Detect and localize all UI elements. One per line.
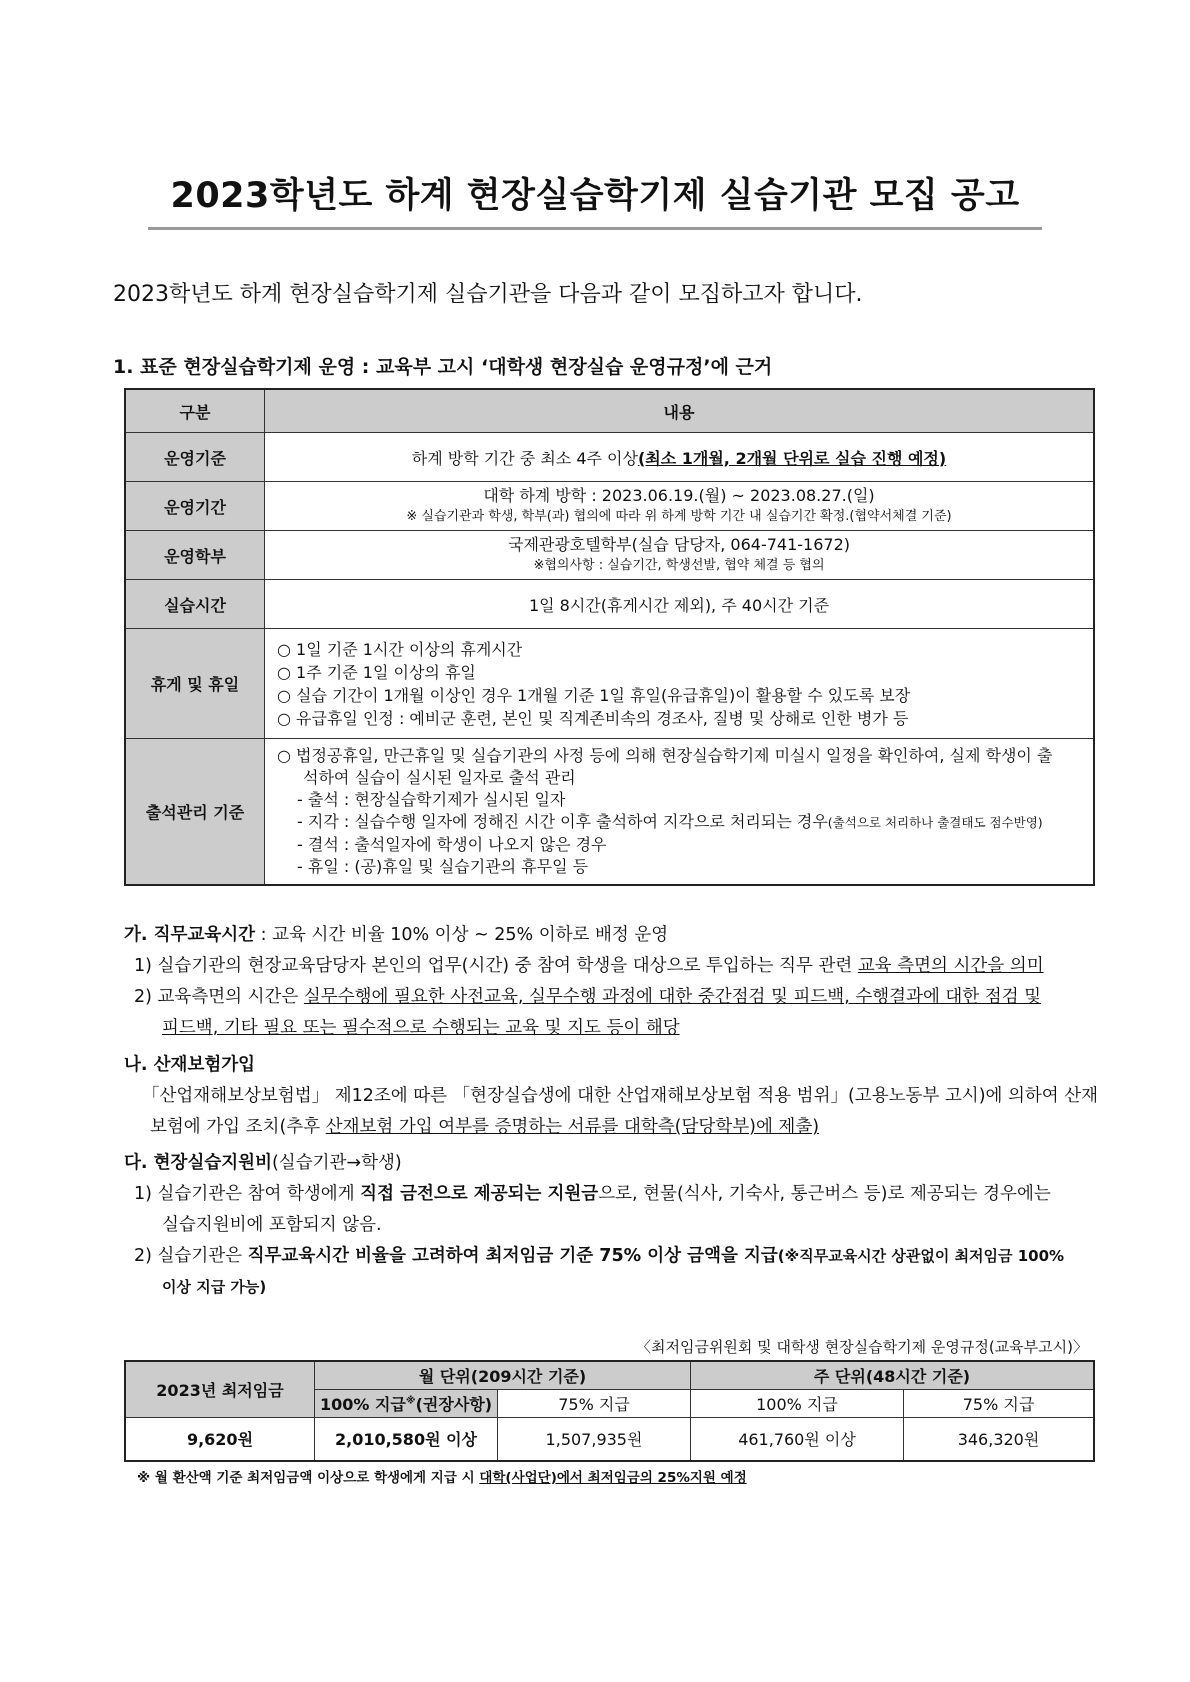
na-line1: 「산업재해보상보험법」 제12조에 따른 「현장실습생에 대한 산업재해보상보험 적용 범위」(고용노동부 고시)에 의하여 산재: [142, 1086, 1099, 1106]
da-item1-rest: 으로, 현물(식사, 기숙사, 통근버스 등)로 제공되는 경우에는: [598, 1184, 1051, 1204]
rest-item: ○ 1일 기준 1시간 이상의 휴게시간: [277, 639, 523, 659]
row-label-attendance: 출석관리 기준: [125, 739, 265, 886]
attendance-cell: [265, 739, 1095, 886]
weekly-75-header: 75% 지급: [904, 1389, 1095, 1417]
wage-source: 〈최저임금위원회 및 대학생 현장실습학기제 운영규정(교육부고시)〉: [635, 1338, 1088, 1356]
hourly-value: 9,620원: [125, 1417, 315, 1461]
dept-line2: ※협의사항 : 실습기간, 학생선발, 협약 체결 등 협의: [533, 558, 825, 573]
table-row: [125, 1417, 1094, 1461]
monthly-header: 월 단위(209시간 기준): [315, 1361, 691, 1389]
min-wage-label: 2023년 최저임금: [125, 1361, 315, 1417]
da-item2-note: (※직무교육시간 상관없이 최저임금 100%: [777, 1247, 1065, 1265]
hours-text: 1일 8시간(휴게시간 제외), 주 40시간 기준: [265, 580, 1095, 629]
section-ga: [124, 920, 1114, 1044]
attendance-line2: 석하여 실습이 실시된 일자로 출석 관리: [303, 768, 576, 787]
da-item1-emphasis: 직접 금전으로 제공되는 지원금: [360, 1184, 599, 1204]
footnote-emphasis: 대학(사업단)에서 최저임금의 25%지원 예정: [479, 1470, 747, 1486]
weekly-100-header: 100% 지급: [691, 1389, 904, 1417]
attendance-line1: ○ 법정공휴일, 만근휴일 및 실습기관의 사정 등에 의해 현장실습학기제 미실시 일정을 확인하여, 실제 학생이 출: [277, 746, 1053, 765]
rest-item: ○ 1주 기준 1일 이상의 휴일: [277, 662, 476, 682]
da-item1: [124, 1179, 1114, 1210]
dept-cell: [265, 531, 1095, 580]
da-item2-emphasis: 직무교육시간 비율을 고려하여 최저임금 기준 75% 이상 금액을 지급: [247, 1246, 778, 1266]
attendance-late-note: (출석으로 처리하나 출결태도 점수반영): [827, 815, 1043, 830]
footnote-text: ※ 월 환산액 기준 최저임금액 이상으로 학생에게 지급 시: [137, 1470, 480, 1486]
da-item2: [124, 1241, 1114, 1272]
page-title: 2023학년도 하계 현장실습학기제 실습기관 모집 공고: [148, 168, 1041, 230]
monthly-100-mark: ※: [405, 1395, 416, 1407]
da-heading: 다. 현장실습지원비: [124, 1153, 272, 1173]
da-heading-line: [124, 1148, 1114, 1179]
criteria-text: 하계 방학 기간 중 최소 4주 이상: [411, 448, 638, 468]
weekly-100-value: 461,760원 이상: [691, 1417, 904, 1461]
na-line2-text: 보험에 가입 조치(추후: [150, 1117, 326, 1137]
section-na: [124, 1050, 1114, 1143]
attendance-holiday: - 휴일 : (공)휴일 및 실습기관의 휴무일 등: [297, 857, 589, 876]
header-content: 내용: [265, 389, 1095, 433]
footnote: [137, 1466, 747, 1486]
monthly-100-value: 2,010,580원 이상: [315, 1417, 498, 1461]
row-label-period: 운영기간: [125, 482, 265, 531]
attendance-late-row: [277, 811, 1081, 834]
section-heading-1: 1. 표준 현장실습학기제 운영 : 교육부 고시 ‘대학생 현장실습 운영규정’에 근거: [113, 356, 773, 378]
da-item2-text: 2) 실습기관은: [134, 1246, 248, 1266]
table-row: [125, 531, 1094, 580]
monthly-75-header: 75% 지급: [498, 1389, 691, 1417]
attendance-absent: - 결석 : 출석일자에 학생이 나오지 않은 경우: [297, 835, 607, 854]
da-item1-text: 1) 실습기관은 참여 학생에게: [134, 1184, 361, 1204]
row-label-criteria: 운영기준: [125, 433, 265, 482]
attendance-present: - 출석 : 현장실습학기제가 실시된 일자: [297, 790, 566, 809]
monthly-75-value: 1,507,935원: [498, 1417, 691, 1461]
section-da: [124, 1148, 1114, 1303]
weekly-75-value: 346,320원: [904, 1417, 1095, 1461]
da-heading-rest: (실습기관→학생): [271, 1153, 402, 1173]
wage-table: [124, 1360, 1095, 1462]
ga-item2-emphasis-cont: 피드백, 기타 필요 또는 필수적으로 수행되는 교육 및 지도 등이 해당: [162, 1018, 680, 1038]
ga-item2-text: 2) 교육측면의 시간은: [134, 987, 304, 1007]
row-label-rest: 휴게 및 휴일: [125, 629, 265, 739]
table-row: [125, 482, 1094, 531]
ga-item1-emphasis: 교육 측면의 시간을 의미: [857, 956, 1044, 976]
table-row: [125, 580, 1094, 629]
ga-item1-text: 1) 실습기관의 현장교육담당자 본인의 업무(시간) 중 참여 학생을 대상으로 투입하는 직무 관련: [134, 956, 858, 976]
period-cell: [265, 482, 1095, 531]
na-line2: [124, 1112, 1114, 1143]
monthly-100-label: 100% 지급: [319, 1394, 406, 1414]
na-heading: 나. 산재보험가입: [124, 1055, 256, 1075]
table-row: [125, 433, 1094, 482]
rest-cell: [265, 629, 1095, 739]
rest-item: ○ 유급휴일 인정 : 예비군 훈련, 본인 및 직계존비속의 경조사, 질병 및 상해로 인한 병가 등: [277, 708, 909, 728]
header-category: 구분: [125, 389, 265, 433]
da-item2-cont: 이상 지급 가능): [162, 1278, 267, 1296]
dept-line1: 국제관광호텔학부(실습 담당자, 064-741-1672): [507, 535, 850, 554]
attendance-late: - 지각 : 실습수행 일자에 정해진 시간 이후 출석하여 지각으로 처리되는 경우: [297, 812, 828, 831]
ga-item2: [124, 982, 1114, 1013]
weekly-header: 주 단위(48시간 기준): [691, 1361, 1095, 1389]
ga-item2-emphasis: 실무수행에 필요한 사전교육, 실무수행 과정에 대한 중간점검 및 피드백, 수행결과에 대한 점검 및: [303, 987, 1042, 1007]
title-wrap: [0, 168, 1190, 230]
period-line1: 대학 하계 방학 : 2023.06.19.(월) ~ 2023.08.27.(일): [483, 486, 875, 505]
table-row: [125, 629, 1094, 739]
monthly-100-header: [315, 1389, 498, 1417]
criteria-cell: [265, 433, 1095, 482]
ga-heading-rest: : 교육 시간 비율 10% 이상 ~ 25% 이하로 배정 운영: [255, 925, 669, 945]
period-line2: ※ 실습기관과 학생, 학부(과) 협의에 따라 위 하계 방학 기간 내 실습기간 확정.(협약서체결 기준): [406, 509, 952, 524]
intro-text: 2023학년도 하계 현장실습학기제 실습기관을 다음과 같이 모집하고자 합니다.: [113, 282, 863, 307]
ga-heading: 가. 직무교육시간: [124, 925, 256, 945]
criteria-emphasis: (최소 1개월, 2개월 단위로 실습 진행 예정): [637, 448, 947, 468]
ga-item2-cont: [124, 1013, 1114, 1044]
operation-table: [124, 388, 1095, 886]
row-label-dept: 운영학부: [125, 531, 265, 580]
ga-item1: [124, 951, 1114, 982]
da-item1-cont: 실습지원비에 포함되지 않음.: [162, 1215, 382, 1235]
ga-heading-line: [124, 920, 1114, 951]
monthly-100-note: (권장사항): [415, 1394, 493, 1414]
rest-item: ○ 실습 기간이 1개월 이상인 경우 1개월 기준 1일 휴일(유급휴일)이 활용할 수 있도록 보장: [277, 685, 911, 705]
na-line2-emphasis: 산재보험 가입 여부를 증명하는 서류를 대학측(담당학부)에 제출): [325, 1117, 820, 1137]
row-label-hours: 실습시간: [125, 580, 265, 629]
table-row: [125, 739, 1094, 886]
